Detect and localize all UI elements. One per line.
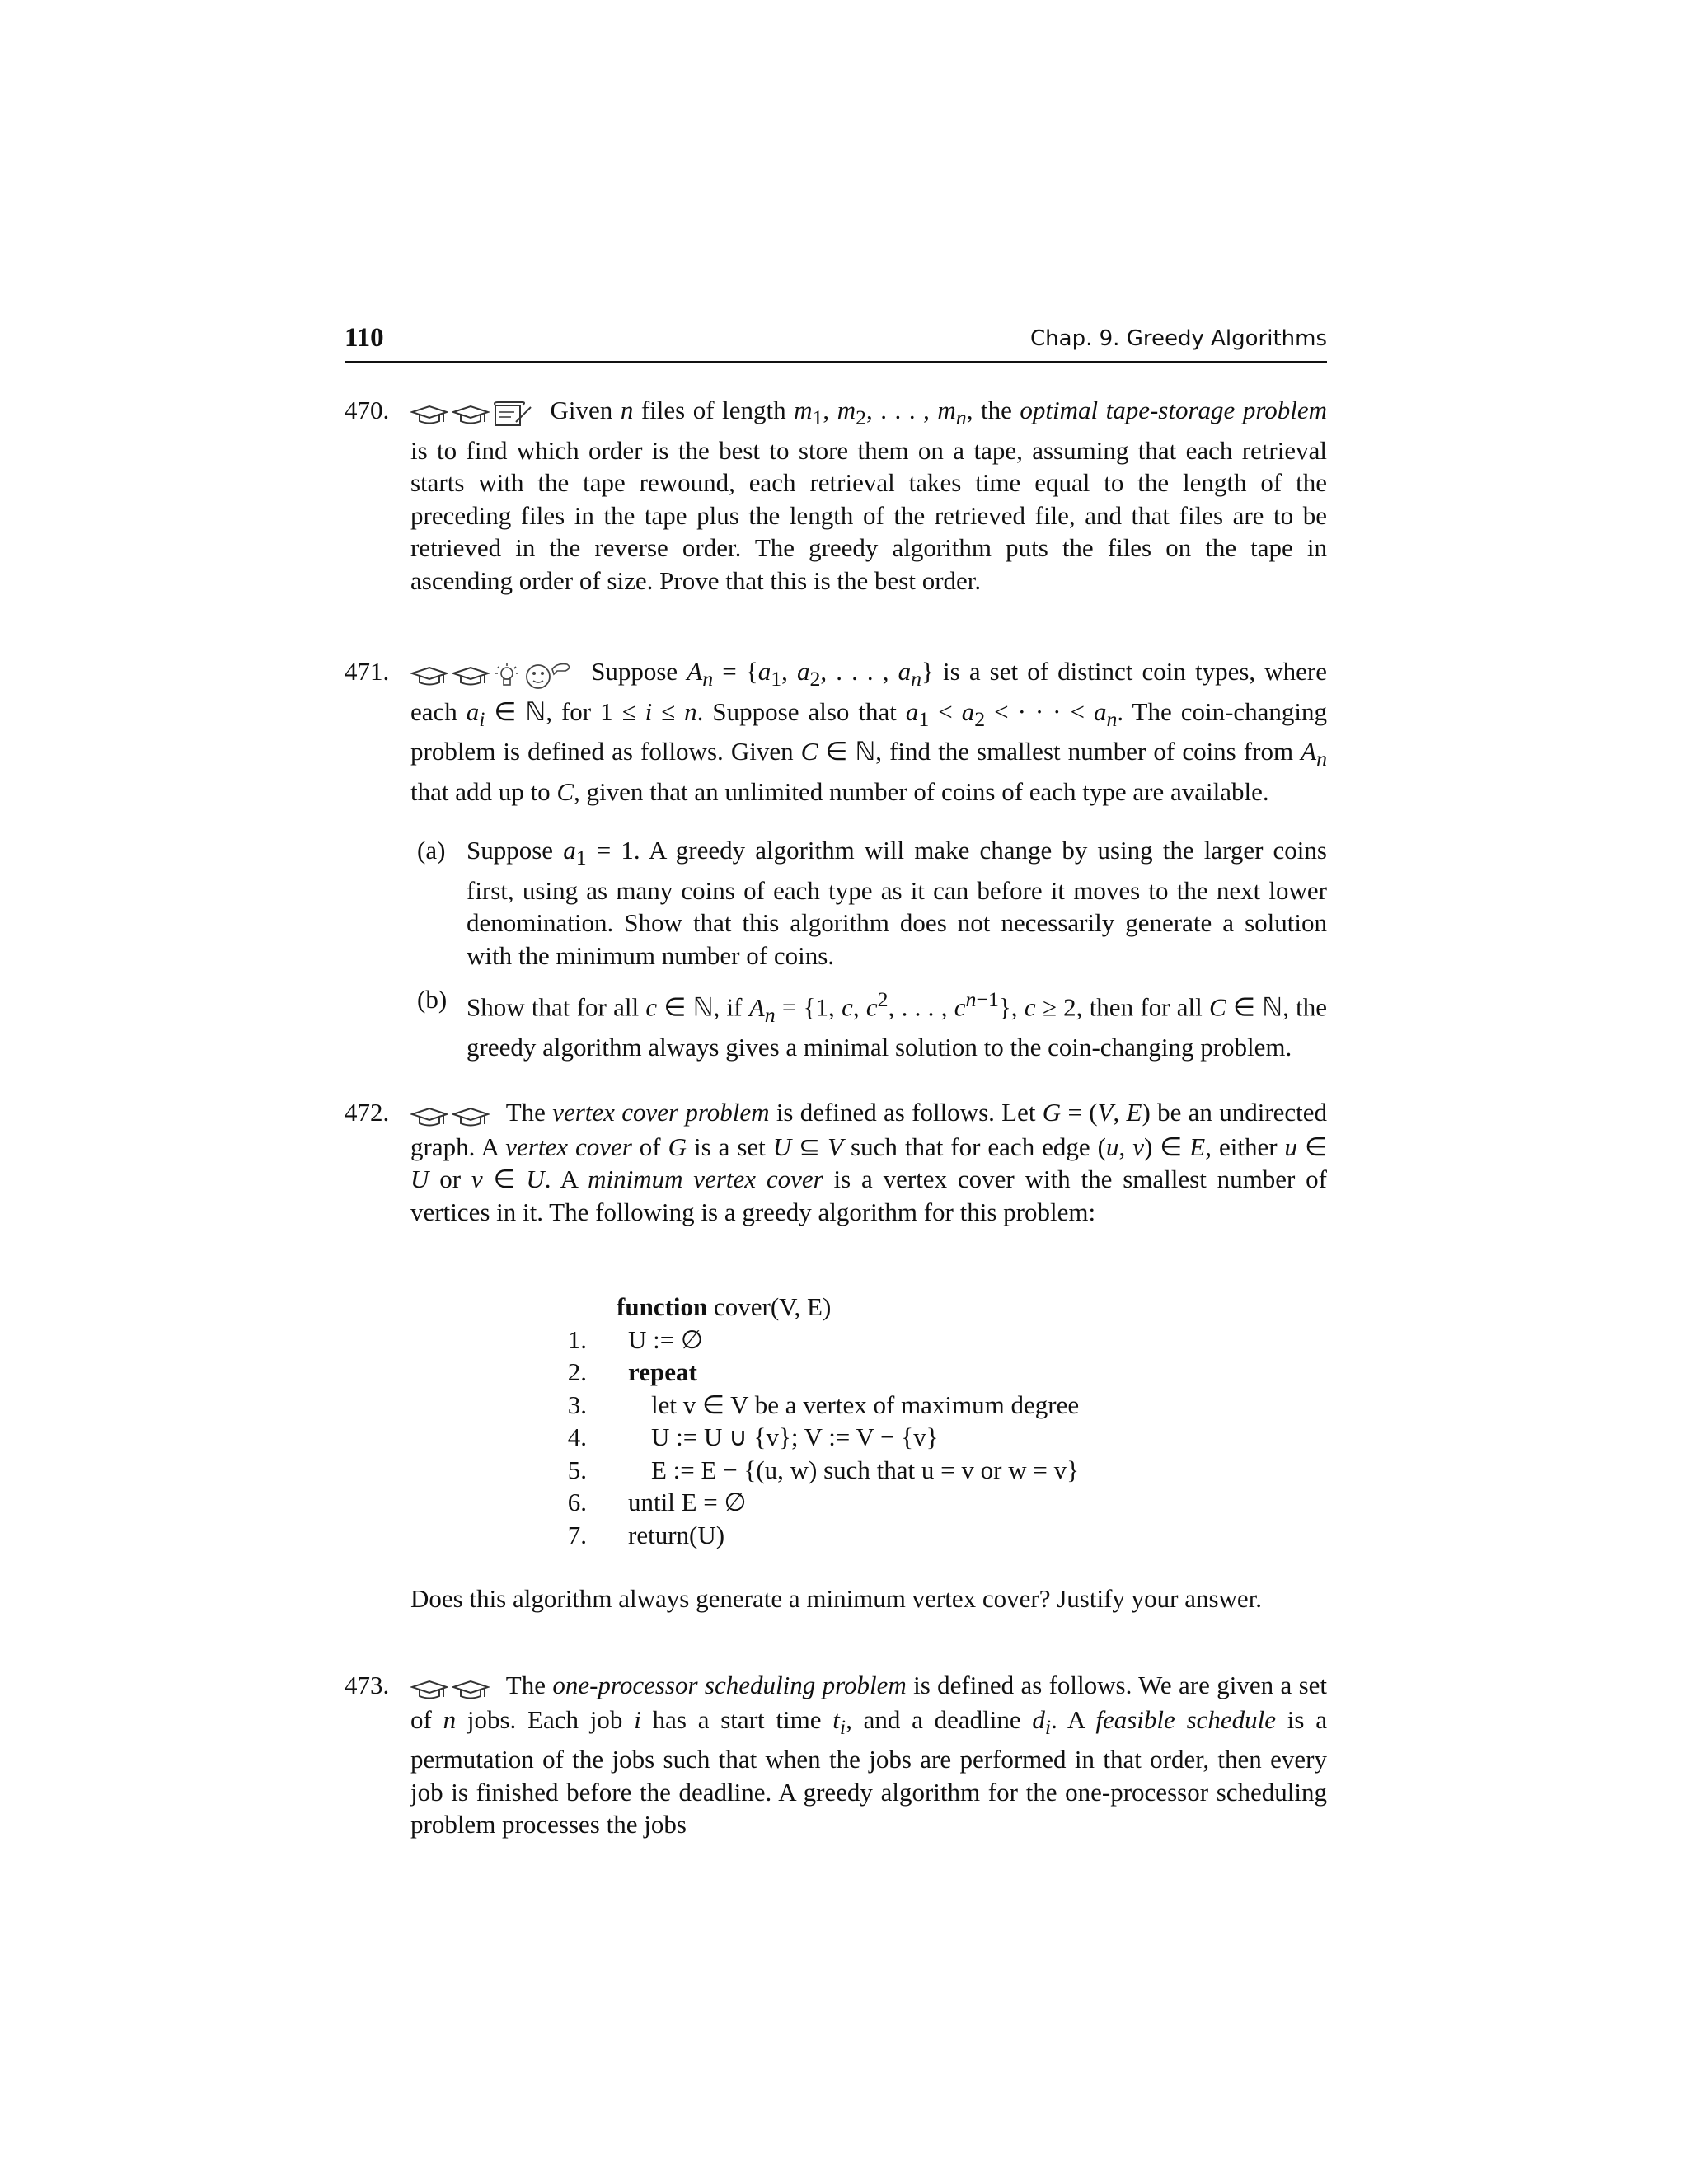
algorithm-keyword: function <box>617 1292 708 1321</box>
mortarboard-icon <box>452 665 490 687</box>
thinking-face-icon <box>524 661 572 691</box>
problem-number: 472. <box>345 1098 390 1127</box>
line-text: U := ∅ <box>628 1324 703 1354</box>
problem-text: Suppose $A_n = \{a_1$, $a_2$, . . . , $a_n$} is a set of distinct coin types, where each $a_i$ ∈ ℕ, for 1 ≤ i ≤ n. Suppose also that $a_1 < a_2$ < · · · < $a_n$. The coin-changing problem is defined as follows. Given C ∈ ℕ, find the smallest number of coins from $A_n$ that add up to C, given that an unlimited number of coins of each type are available. <box>410 657 1328 807</box>
lightbulb-icon <box>493 662 521 690</box>
line-number: 1. <box>567 1324 587 1354</box>
difficulty-icons <box>410 1671 493 1704</box>
problem-number: 470. <box>345 396 390 424</box>
scroll-pencil-icon <box>493 401 532 429</box>
mortarboard-icon <box>452 1679 490 1700</box>
part-a: (a) Suppose $a_1 = 1$. A greedy algorithm will make change by using the larger coins first, using as many coins of each type as it can before it moves to the next lower denomination. Show that this algorithm does not necessarily generate a solution with the minimum number of coins. <box>417 836 1327 970</box>
mortarboard-icon <box>452 1106 490 1127</box>
difficulty-icons <box>410 396 536 429</box>
algorithm-signature: cover(V, E) <box>714 1292 832 1321</box>
part-label: (a) <box>417 836 446 865</box>
problem-text: The vertex cover problem is defined as follows. Let G = (V, E) be an undirected graph. A vertex cover of G is a set U ⊆ V such that for each edge (u, v) ∈ E, either u ∈ U or v ∈ U. A minimum vertex cover is a vertex cover with the smallest number of vertices in it. The following is a greedy algorithm for this problem: <box>410 1098 1328 1226</box>
line-number: 7. <box>567 1520 587 1549</box>
line-number: 3. <box>567 1390 587 1419</box>
problem-text: Given n files of length $m_1$, $m_2$, . . . , $m_n$, the optimal tape-storage problem is to find which order is the best to store them on a tape, assuming that each retrieval starts with the tape rewound, each retrieval takes time equal to the length of the preceding files in the tape plus the length of the retrieved file, and that files are to be retrieved in the reverse order. The greedy algorithm puts the files on the tape in ascending order of size. Prove that this is the best order. <box>410 396 1328 595</box>
running-head: Chap. 9. Greedy Algorithms <box>1030 326 1327 351</box>
problem-number: 473. <box>345 1671 390 1699</box>
line-text: return(U) <box>628 1520 725 1549</box>
difficulty-icons <box>410 657 575 691</box>
line-text: U := U ∪ {v}; V := V − {v} <box>651 1422 939 1451</box>
mortarboard-icon <box>452 404 490 425</box>
line-number: 4. <box>567 1422 587 1451</box>
line-number: 2. <box>567 1357 587 1386</box>
page-number: 110 <box>345 323 384 353</box>
mortarboard-icon <box>410 1106 448 1127</box>
page-header <box>345 323 1327 363</box>
line-text: let v ∈ V be a vertex of maximum degree <box>651 1390 1080 1419</box>
mortarboard-icon <box>410 1679 448 1700</box>
part-label: (b) <box>417 985 448 1015</box>
problem-text: The one-processor scheduling problem is defined as follows. We are given a set of n jobs. Each job i has a start time $t_i$, and a deadline $d_i$. A feasible schedule is a permutation of the jobs such that when the jobs are performed in that order, then every job is finished before the deadline. A greedy algorithm for the one-processor scheduling problem processes the jobs <box>410 1671 1328 1840</box>
mortarboard-icon <box>410 665 448 687</box>
mortarboard-icon <box>410 404 448 425</box>
difficulty-icons <box>410 1098 493 1131</box>
line-text: repeat <box>628 1357 697 1386</box>
problem-number: 471. <box>345 657 390 686</box>
problem-472-followup: Does this algorithm always generate a minimum vertex cover? Justify your answer. <box>410 1584 1263 1613</box>
problem-471-parts <box>410 834 1327 1076</box>
line-text: until E = ∅ <box>628 1488 747 1516</box>
line-number: 5. <box>567 1455 587 1484</box>
line-text: E := E − {(u, w) such that u = v or w = v} <box>651 1455 1079 1484</box>
part-b: (b) Show that for all c ∈ ℕ, if $A_n = \{1$, c, $c^2$, . . . , $c^{n-1}$}, c ≥ 2, then for all C ∈ ℕ, the greedy algorithm always gives a minimal solution to the coin-changing problem. <box>417 985 1328 1062</box>
line-number: 6. <box>567 1488 587 1516</box>
